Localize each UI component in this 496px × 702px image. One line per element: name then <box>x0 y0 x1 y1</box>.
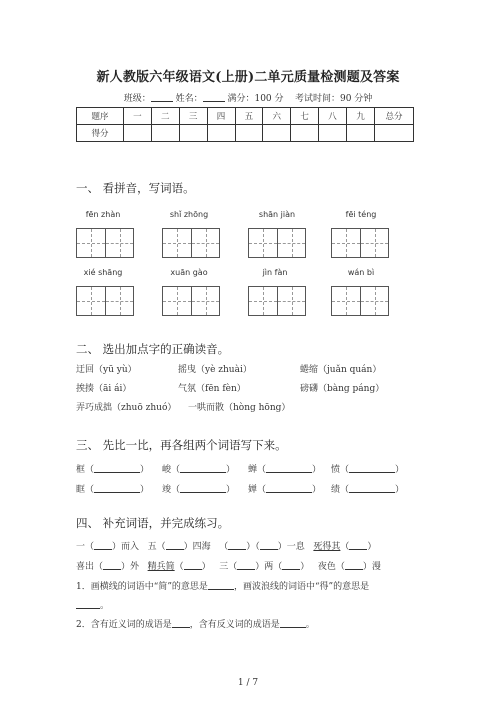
score-cell[interactable] <box>124 125 152 142</box>
answer-blank[interactable] <box>345 560 363 570</box>
pinyin-label: xié shāng <box>83 268 123 277</box>
score-header-cell: 一 <box>124 108 152 125</box>
reading-option: 磅礴（bàng páng） <box>300 384 385 394</box>
question-2: 2．含有近义词的成语是 ，含有反义词的成语是 。 <box>76 620 315 630</box>
writing-grid[interactable] <box>331 286 389 316</box>
reading-option: 挨揍（āi ái） <box>76 384 132 394</box>
writing-grid[interactable] <box>76 228 134 258</box>
score-header-cell: 三 <box>179 108 207 125</box>
score-cell[interactable] <box>347 125 375 142</box>
class-label: 班级： <box>123 94 151 104</box>
pinyin-label: jìn fàn <box>262 268 288 277</box>
question-1-continued: 。 <box>76 598 109 611</box>
writing-grid[interactable] <box>76 286 134 316</box>
score-cell[interactable] <box>151 125 179 142</box>
answer-blank[interactable] <box>349 540 367 550</box>
compare-item: 婵（ ） <box>248 485 322 495</box>
reading-option: 弄巧成拙（zhuō zhuó） <box>76 403 177 413</box>
score-header-cell: 七 <box>291 108 319 125</box>
answer-blank[interactable] <box>94 540 112 550</box>
answer-blank[interactable] <box>237 560 255 570</box>
idiom-line: 一（ ）而入 五（ ）四海 （ ）（ ）一息 死得其（ ） <box>76 542 377 552</box>
page-number: 1 / 7 <box>237 678 259 688</box>
answer-blank[interactable] <box>180 463 226 473</box>
section1-heading: 一、 看拼音，写词语。 <box>76 181 195 195</box>
idiom-line: 喜出（ ）外 精兵简（ ） 三（ ）两（ ） 夜色（ ）漫 <box>76 562 381 572</box>
wavy-underlined-idiom: 死得其 <box>313 542 341 552</box>
answer-blank[interactable] <box>266 483 312 493</box>
score-header-cell: 六 <box>263 108 291 125</box>
exam-info <box>0 91 496 104</box>
compare-item: 蝉（ ） <box>248 465 322 475</box>
underlined-idiom: 精兵简 <box>147 562 175 572</box>
reading-option: 气氛（fēn fèn） <box>178 384 246 394</box>
answer-blank[interactable] <box>208 580 234 590</box>
score-header-cell: 题序 <box>77 108 124 125</box>
answer-blank[interactable] <box>166 540 184 550</box>
pinyin-label: xuān gào <box>170 268 208 277</box>
compare-item: 愤（ ） <box>331 465 405 475</box>
reading-option: 迂回（yū yù） <box>76 365 137 375</box>
pinyin-label: fēi téng <box>345 210 377 219</box>
class-blank <box>151 93 173 102</box>
answer-blank[interactable] <box>76 599 100 609</box>
answer-blank[interactable] <box>94 463 140 473</box>
pinyin-label: fēn zhàn <box>85 210 121 219</box>
writing-grid[interactable] <box>331 228 389 258</box>
score-header-cell: 五 <box>235 108 263 125</box>
pinyin-label: shān jiàn <box>258 210 296 219</box>
answer-blank[interactable] <box>349 463 395 473</box>
exam-time: 考试时间：90 分钟 <box>294 94 373 104</box>
section4-heading: 四、 补充词语，并完成练习。 <box>76 516 230 530</box>
answer-blank[interactable] <box>349 483 395 493</box>
score-table-score-row <box>77 125 414 142</box>
reading-option: 一哄而散（hòng hōng） <box>188 403 291 413</box>
compare-item: 竣（ ） <box>162 485 236 495</box>
answer-blank[interactable] <box>172 618 190 628</box>
score-cell[interactable] <box>263 125 291 142</box>
score-table <box>76 107 414 142</box>
page-title: 新人教版六年级语文(上册)二单元质量检测题及答案 <box>96 70 400 85</box>
score-header-cell: 九 <box>347 108 375 125</box>
score-cell[interactable] <box>179 125 207 142</box>
answer-blank[interactable] <box>260 540 278 550</box>
compare-item: 绩（ ） <box>331 485 405 495</box>
section2-heading: 二、 选出加点字的正确读音。 <box>76 342 230 356</box>
answer-blank[interactable] <box>184 560 202 570</box>
compare-item: 眶（ ） <box>76 485 150 495</box>
score-cell[interactable] <box>319 125 347 142</box>
pinyin-label: wán bì <box>347 268 375 277</box>
name-label: 姓名： <box>175 94 203 104</box>
answer-blank[interactable] <box>103 560 121 570</box>
reading-option: 摇曳（yè zhuài） <box>178 365 252 375</box>
score-header-cell: 总分 <box>375 108 414 125</box>
score-table-header-row <box>77 108 414 125</box>
score-cell[interactable] <box>235 125 263 142</box>
score-header-cell: 二 <box>151 108 179 125</box>
writing-grid[interactable] <box>162 228 220 258</box>
answer-blank[interactable] <box>228 540 246 550</box>
answer-blank[interactable] <box>282 560 300 570</box>
writing-grid[interactable] <box>162 286 220 316</box>
answer-blank[interactable] <box>180 483 226 493</box>
score-row-label: 得分 <box>77 125 124 142</box>
section3-heading: 三、 先比一比，再各组两个词语写下来。 <box>76 438 287 452</box>
score-cell[interactable] <box>207 125 235 142</box>
score-cell[interactable] <box>291 125 319 142</box>
score-header-cell: 八 <box>319 108 347 125</box>
score-cell[interactable] <box>375 125 414 142</box>
question-1: 1．画横线的词语中“简”的意思是 ，画波浪线的词语中“得”的意思是 <box>76 582 370 592</box>
answer-blank[interactable] <box>280 618 306 628</box>
answer-blank[interactable] <box>266 463 312 473</box>
writing-grid[interactable] <box>248 286 306 316</box>
writing-grid[interactable] <box>248 228 306 258</box>
name-blank <box>203 93 225 102</box>
score-header-cell: 四 <box>207 108 235 125</box>
full-score: 满分：100 分 <box>227 94 284 104</box>
reading-option: 蜷缩（juǎn quán） <box>300 365 382 375</box>
pinyin-label: shǐ zhōng <box>169 210 209 219</box>
compare-item: 框（ ） <box>76 465 150 475</box>
answer-blank[interactable] <box>94 483 140 493</box>
compare-item: 峻（ ） <box>162 465 236 475</box>
